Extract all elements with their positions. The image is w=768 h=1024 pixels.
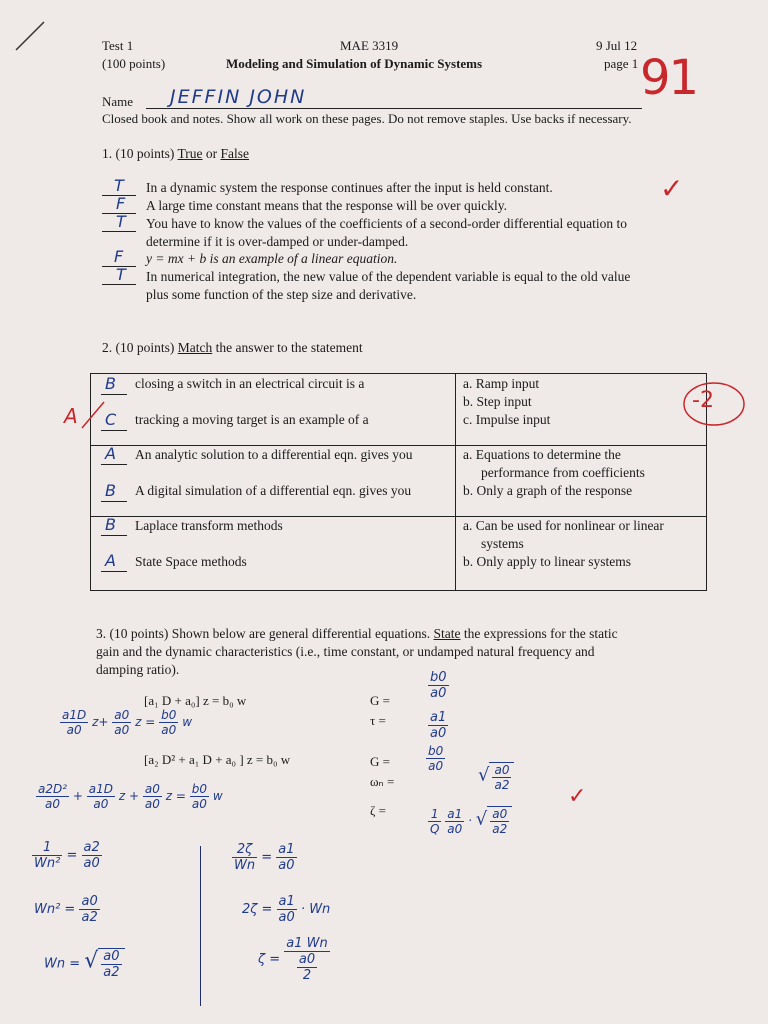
q2-option: a. Can be used for nonlinear or linear: [463, 518, 664, 533]
q2-statement: State Space methods: [135, 554, 247, 569]
q1-statement-cont: determine if it is over-damped or under-damped.: [146, 234, 409, 249]
match-table: [90, 373, 707, 591]
answer-zeta: $\frac{1}{Q}$ $\frac{a1}{a0}$ · √ $\frac{a0}{a2}$: [428, 806, 512, 836]
work-divider: [200, 846, 201, 1006]
instructions: Closed book and notes. Show all work on these pages. Do not remove staples. Use backs if necessary.: [102, 111, 632, 126]
q2-statement: closing a switch in an electrical circuit is a: [135, 376, 365, 391]
q3-G1-label: G =: [370, 693, 390, 708]
q2-deduction: -2: [692, 388, 714, 413]
answer-blank: [101, 394, 127, 395]
q1-answer: T: [116, 265, 126, 284]
q2-option: b. Only apply to linear systems: [463, 554, 631, 569]
q3-line1: 3. (10 points) Shown below are general differential equations. State the expressions for the static: [96, 626, 618, 641]
q2-statement: Laplace transform methods: [135, 518, 283, 533]
q1-answer: T: [114, 176, 124, 195]
q2-option: a. Ramp input: [463, 376, 540, 391]
q3-tau-label: τ =: [370, 713, 386, 728]
q1-statement: You have to know the values of the coefficients of a second-order differential equation to: [146, 216, 627, 231]
q2-statement: tracking a moving target is an example of a: [135, 412, 369, 427]
answer-wn: √ $\frac{a0}{a2}$: [478, 762, 514, 792]
work-zeta-1: $\frac{2\zeta}{Wn}$ = $\frac{a1}{a0}$: [234, 842, 295, 873]
q2-answer: B: [105, 374, 116, 393]
correction-slash: [78, 398, 108, 434]
row-divider: [91, 516, 706, 517]
q1-statement-cont: plus some function of the step size and derivative.: [146, 287, 417, 302]
answer-blank: [101, 501, 127, 502]
name-label: Name: [102, 94, 134, 109]
q2-heading: 2. (10 points) Match the answer to the statement: [102, 340, 363, 355]
deduction-circle: [680, 378, 752, 430]
work-zeta-3: ζ = $\frac{a1 Wn}{\frac{a0}{2}}$: [258, 936, 328, 983]
answer-blank: [102, 231, 136, 232]
student-name: JEFFIN JOHN: [170, 86, 307, 108]
q1-answer: T: [116, 212, 126, 231]
date-label: 9 Jul 12: [596, 38, 638, 53]
q2-answer: B: [105, 515, 116, 534]
q2-answer: A: [105, 551, 116, 570]
work-wn2-ratio: $\frac{1}{\text{Wn²}}$ = $\frac{a2}{a0}$: [34, 840, 100, 871]
q2-answer: A: [105, 444, 116, 463]
q1-heading: 1. (10 points) True or False: [102, 146, 250, 161]
q1-statement: y = mx + b is an example of a linear equation.: [146, 251, 398, 266]
q3-line2: gain and the dynamic characteristics (i.e., time constant, or undamped natural frequency and: [96, 644, 595, 659]
work-wn2: Wn² = $\frac{a0}{a2}$: [34, 894, 98, 925]
row-divider: [91, 445, 706, 446]
q3-G2-label: G =: [370, 754, 390, 769]
q2-option: a. Equations to determine the: [463, 447, 621, 462]
answer-G1: $\frac{b0}{a0}$: [430, 670, 447, 701]
q1-statement: In numerical integration, the new value of the dependent variable is equal to the old value: [146, 269, 631, 284]
q3-equation-1: [a₁ D + a₀] z = b₀ w: [144, 693, 247, 708]
q2-correction: A: [64, 404, 78, 428]
q2-option: b. Step input: [463, 394, 532, 409]
q2-answer: B: [105, 481, 116, 500]
q1-statement: A large time constant means that the response will be over quickly.: [146, 198, 508, 213]
q2-answer: C: [105, 410, 117, 429]
q1-check: ✓: [660, 172, 684, 205]
col-divider: [455, 374, 456, 590]
q2-option: c. Impulse input: [463, 412, 551, 427]
name-line: [146, 108, 642, 109]
q1-statement: In a dynamic system the response continues after the input is held constant.: [146, 180, 553, 195]
score: 91: [640, 50, 698, 106]
q2-option: systems: [481, 536, 524, 551]
answer-G2: $\frac{b0}{a0}$: [428, 744, 444, 773]
page-label: page 1: [604, 56, 639, 71]
work-wn: Wn = √ $\frac{a0}{a2}$: [44, 948, 125, 980]
answer-blank: [101, 464, 127, 465]
points-label: (100 points): [102, 56, 166, 71]
work-eq1-expanded: $\frac{a1D}{a0}$ z+ $\frac{a0}{a0}$ z = $\frac{b0}{a0}$ w: [62, 708, 193, 737]
q2-option: b. Only a graph of the response: [463, 483, 633, 498]
q2-statement: An analytic solution to a differential eqn. gives you: [135, 447, 413, 462]
q3-equation-2: [a₂ D² + a₁ D + a₀ ] z = b₀ w: [144, 752, 291, 767]
answer-blank: [101, 571, 127, 572]
course-label: MAE 3319: [340, 38, 399, 53]
q3-zeta-label: ζ =: [370, 803, 386, 818]
q3-check: ✓: [568, 784, 587, 809]
course-title: Modeling and Simulation of Dynamic Systems: [226, 56, 483, 71]
work-eq2-expanded: $\frac{\text{a2D²}}{a0}$ + $\frac{a1D}{a0}$ z + $\frac{a0}{a0}$ z = $\frac{b0}{a0}$ w: [38, 782, 223, 811]
q3-line3: damping ratio).: [96, 662, 180, 677]
q2-statement: A digital simulation of a differential eqn. gives you: [135, 483, 412, 498]
q1-answer: F: [114, 247, 124, 266]
q1-answer: F: [116, 194, 126, 213]
answer-tau: $\frac{a1}{a0}$: [430, 710, 447, 741]
answer-blank: [101, 535, 127, 536]
q3-wn-label: ωₙ =: [370, 774, 395, 789]
answer-blank: [102, 284, 136, 285]
q2-option: performance from coefficients: [481, 465, 645, 480]
margin-mark: [8, 18, 48, 58]
work-zeta-2: 2ζ = $\frac{a1}{a0}$ · Wn: [242, 894, 331, 925]
test-label: Test 1: [102, 38, 134, 53]
